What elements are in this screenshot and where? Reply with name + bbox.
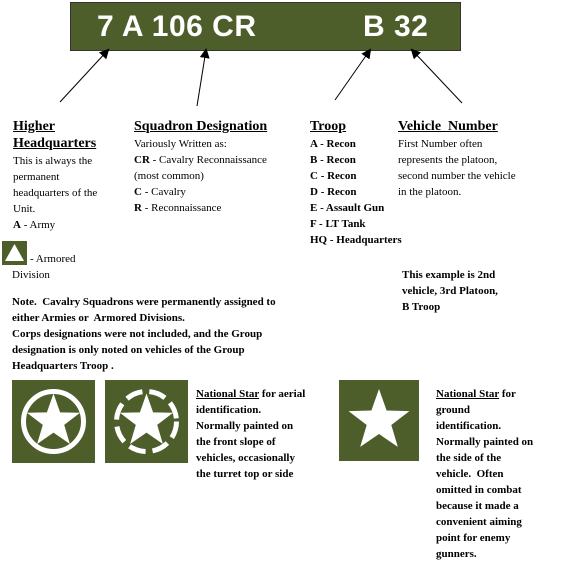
- cavalry-note: Note. Cavalry Squadrons were permanently assigned to either Armies or Armored Divisions. Corps designations were not included, and the Group designation is only noted on vehicles of the Group Headquarters Troop .: [12, 296, 276, 372]
- ground-star-title: National Star: [436, 388, 500, 400]
- troop-item: C - Recon: [310, 170, 357, 182]
- star-in-circle-icon: [12, 380, 95, 463]
- squadron-cr-note: (most common): [134, 170, 204, 182]
- vehicle-line: represents the platoon,: [398, 154, 498, 166]
- vehicle-number-section: [398, 118, 558, 200]
- troop-item: B - Recon: [310, 154, 356, 166]
- vehicle-number-title: Vehicle Number: [398, 119, 498, 134]
- higher-hq-title-2: Headquarters: [13, 136, 97, 151]
- star-icon: [339, 380, 419, 461]
- armored-division-label: - Armored Division: [12, 253, 76, 281]
- higher-hq-line-4: Unit.: [13, 203, 36, 215]
- troop-item: D - Recon: [310, 186, 357, 198]
- vehicle-line: First Number often: [398, 138, 483, 150]
- plate-vehicle-code: B 32: [363, 10, 429, 43]
- troop-item: F - LT Tank: [310, 218, 366, 230]
- higher-hq-line-2: permanent: [13, 171, 60, 183]
- squadron-r: R - Reconnaissance: [134, 202, 222, 214]
- arrow-higher-hq: [60, 50, 108, 102]
- squadron-c: C - Cavalry: [134, 186, 186, 198]
- higher-hq-section: [13, 118, 128, 233]
- troop-item: HQ - Headquarters: [310, 234, 402, 246]
- army-entry: A - Army: [13, 219, 56, 231]
- aerial-star-patch-solid: [12, 380, 95, 463]
- arrow-troop: [335, 50, 370, 100]
- arrow-squadron: [197, 50, 206, 106]
- squadron-section: [134, 118, 304, 216]
- higher-hq-title-1: Higher: [13, 119, 55, 134]
- troop-item: A - Recon: [310, 138, 356, 150]
- aerial-star-title: National Star: [196, 388, 260, 400]
- aerial-star-caption: National Star for aerial identification. Normally painted on the front slope of vehicles, occasionally the turret top or side: [196, 388, 306, 480]
- higher-hq-line-1: This is always the: [13, 155, 93, 167]
- vehicle-line: second number the vehicle: [398, 170, 516, 182]
- arrow-vehicle-number: [412, 50, 462, 103]
- troop-title: Troop: [310, 119, 347, 134]
- ground-star-patch: [339, 380, 419, 461]
- aerial-star-patch-broken: [105, 380, 188, 463]
- squadron-intro: Variously Written as:: [134, 138, 227, 150]
- higher-hq-line-3: headquarters of the: [13, 187, 98, 199]
- troop-item: E - Assault Gun: [310, 202, 385, 214]
- vehicle-line: in the platoon.: [398, 186, 462, 198]
- squadron-title: Squadron Designation: [134, 119, 268, 134]
- star-in-broken-circle-icon: [105, 380, 188, 463]
- bumper-plate: [70, 2, 461, 51]
- squadron-cr: CR - Cavalry Reconnaissance: [134, 154, 267, 166]
- plate-unit-code: 7 A 106 CR: [97, 10, 257, 43]
- ground-star-caption: National Star for ground identification. Normally painted on the side of the vehicle. Often omitted in combat because it made a convenient aiming point for enemy gunners.: [436, 388, 534, 560]
- example-note: This example is 2nd vehicle, 3rd Platoon, B Troop: [402, 269, 498, 313]
